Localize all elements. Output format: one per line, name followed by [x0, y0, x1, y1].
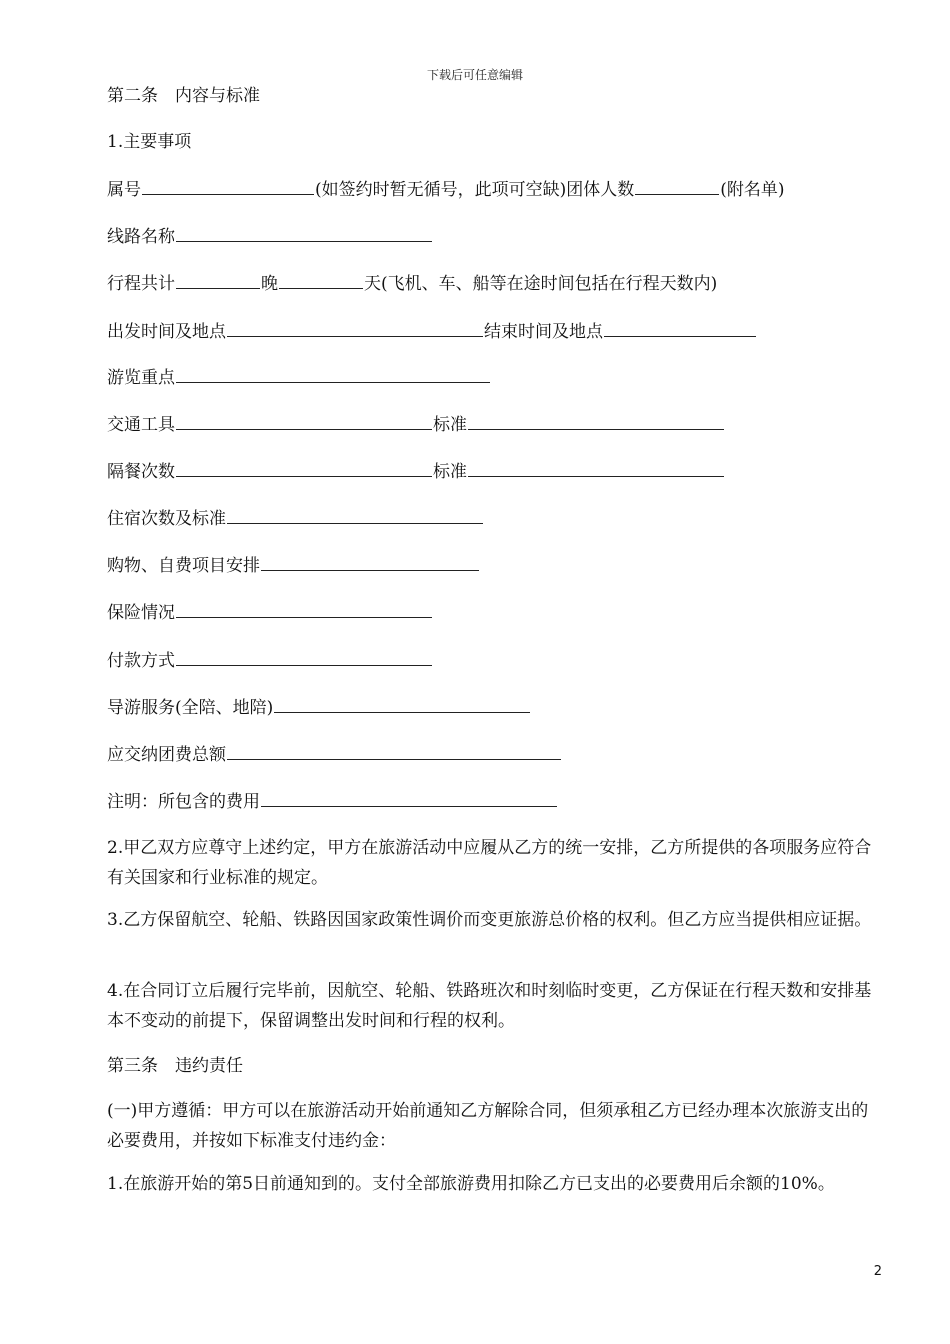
blank-field[interactable]	[227, 505, 483, 524]
blank-field[interactable]	[468, 411, 724, 430]
field-xian-lu-line	[107, 223, 872, 250]
field-zhu-su-line	[107, 505, 872, 532]
paragraph-3: 3.乙方保留航空、轮船、铁路因国家政策性调价而变更旅游总价格的权利。但乙方应当提供相应证据。	[107, 910, 872, 930]
blank-field[interactable]	[176, 270, 260, 289]
field-label: 注明：所包含的费用	[107, 792, 260, 812]
field-label: 属号	[107, 180, 141, 200]
field-ge-can-line	[107, 458, 872, 485]
section2-title: 第二条 内容与标准	[107, 86, 260, 106]
blank-field[interactable]	[261, 788, 557, 807]
field-label: 行程共计	[107, 274, 175, 294]
blank-field[interactable]	[176, 458, 432, 477]
blank-field[interactable]	[227, 318, 483, 337]
blank-field[interactable]	[604, 318, 756, 337]
field-tuan-fei-line	[107, 741, 872, 768]
field-label: 隔餐次数	[107, 462, 175, 482]
field-gou-wu-line	[107, 552, 872, 579]
header-note: 下载后可任意编辑	[426, 68, 523, 82]
paragraph-4: 4.在合同订立后履行完毕前，因航空、轮船、铁路班次和时刻临时变更，乙方保证在行程天数和安排基本不变动的前提下，保留调整出发时间和行程的权利。	[107, 981, 872, 1031]
field-dao-you-line	[107, 694, 872, 721]
field-chu-fa-line	[107, 318, 872, 345]
field-jiao-tong-line	[107, 411, 872, 438]
field-label: 标准	[433, 462, 467, 482]
field-xing-cheng-line	[107, 270, 872, 297]
field-fu-kuan-line	[107, 647, 872, 674]
blank-field[interactable]	[279, 270, 363, 289]
page-number: 2	[873, 1264, 882, 1279]
field-label: 标准	[433, 415, 467, 435]
field-you-lan-line	[107, 364, 872, 391]
blank-field[interactable]	[176, 364, 490, 383]
paragraph-breach-a: (一)甲方遵循：甲方可以在旅游活动开始前通知乙方解除合同，但须承租乙方已经办理本次旅游支出的必要费用，并按如下标准支付违约金：	[107, 1101, 869, 1151]
blank-field[interactable]	[261, 552, 479, 571]
blank-field[interactable]	[227, 741, 561, 760]
field-label: 线路名称	[107, 227, 175, 247]
field-label: (如签约时暂无循号，此项可空缺)团体人数	[315, 180, 635, 200]
blank-field[interactable]	[176, 223, 432, 242]
field-label: 结束时间及地点	[484, 322, 603, 342]
item1-title: 1.主要事项	[107, 132, 192, 152]
field-label: 交通工具	[107, 415, 175, 435]
field-zhu-ming-line	[107, 788, 872, 815]
field-label: 住宿次数及标准	[107, 509, 226, 529]
blank-field[interactable]	[176, 411, 432, 430]
blank-field[interactable]	[274, 694, 530, 713]
field-label: 导游服务(全陪、地陪)	[107, 698, 274, 718]
field-label: (附名单)	[720, 180, 785, 200]
field-label: 出发时间及地点	[107, 322, 226, 342]
blank-field[interactable]	[635, 176, 719, 195]
field-label: 应交纳团费总额	[107, 745, 226, 765]
field-label: 晚	[261, 274, 278, 294]
field-label: 购物、自费项目安排	[107, 556, 260, 576]
blank-field[interactable]	[142, 176, 314, 195]
field-label: 保险情况	[107, 603, 175, 623]
paragraph-breach-1: 1.在旅游开始的第5日前通知到的。支付全部旅游费用扣除乙方已支出的必要费用后余额的10%。	[107, 1174, 835, 1194]
field-shu-hao-line	[107, 176, 872, 203]
paragraph-2: 2.甲乙双方应尊守上述约定，甲方在旅游活动中应履从乙方的统一安排，乙方所提供的各项服务应符合有关国家和行业标准的规定。	[107, 838, 872, 888]
field-label: 游览重点	[107, 368, 175, 388]
blank-field[interactable]	[468, 458, 724, 477]
field-label: 天(飞机、车、船等在途时间包括在行程天数内)	[364, 274, 718, 294]
field-label: 付款方式	[107, 651, 175, 671]
blank-field[interactable]	[176, 599, 432, 618]
blank-field[interactable]	[176, 647, 432, 666]
section3-title: 第三条 违约责任	[107, 1056, 243, 1076]
field-bao-xian-line	[107, 599, 872, 626]
